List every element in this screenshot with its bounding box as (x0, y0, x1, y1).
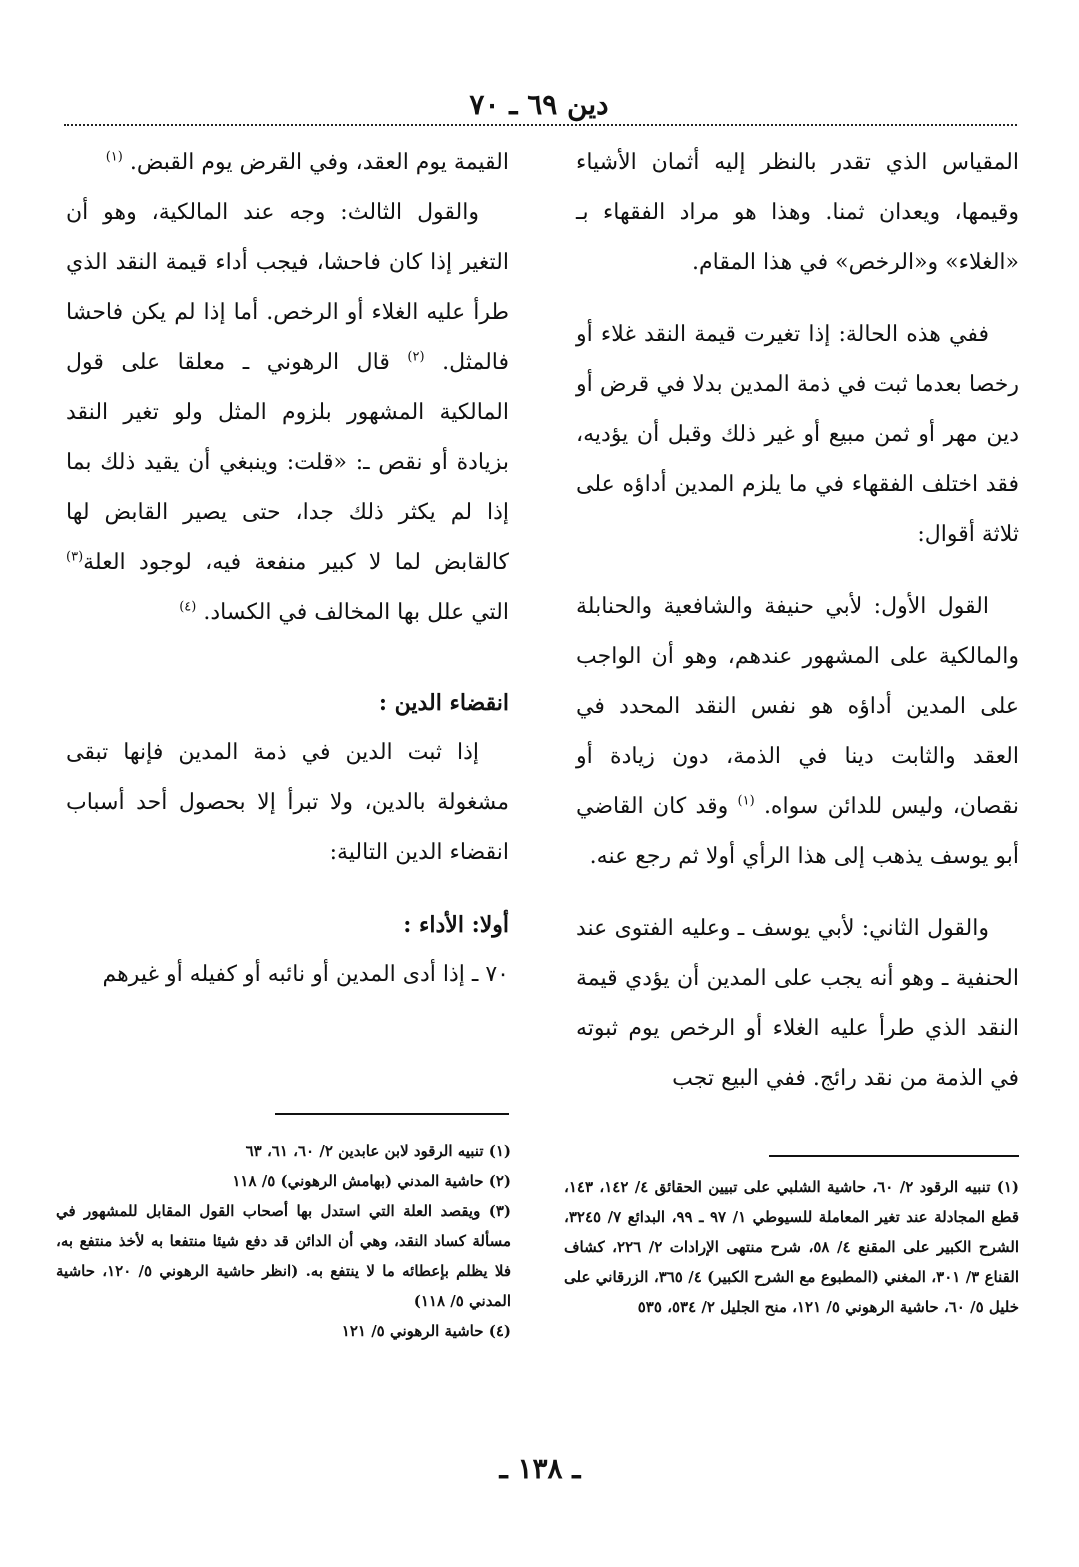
paragraph: ٧٠ ـ إذا أدى المدين أو نائبه أو كفيله أو غيرهم (102, 962, 509, 987)
footnote-reference: (٤) (179, 599, 197, 615)
paragraph: المقياس الذي تقدر بالنظر إليه أثمان الأشياء وقيمها، ويعدان ثمنا. وهذا هو مراد الفقهاء بـ «الغلاء» و«الرخص» في هذا المقام. (576, 150, 1019, 275)
footnote-reference: (١) (737, 793, 755, 809)
section-heading: انقضاء الدين : (378, 690, 509, 716)
paragraph-text: والقول الثالث: وجه عند المالكية، وهو أن التغير إذا كان فاحشا، فيجب أداء قيمة النقد الذي طرأ عليه الغلاء أو الرخص. أما إذا لم يكن فاحشا فالمثل. (66, 200, 510, 375)
paragraph-text: وقد كان القاضي أبو يوسف يذهب إلى هذا الرأي أولا ثم رجع عنه. (576, 794, 1019, 869)
footnote-reference: (٣) (66, 549, 84, 565)
paragraph-text: القول الأول: لأبي حنيفة والشافعية والحنابلة والمالكية على المشهور عندهم، وهو أن الواجب على المدين أداؤه هو نفس النقد المحدد في العقد والثابت دينا في الذمة، دون زيادة أو نقصان، وليس للدائن سواه. (576, 594, 1019, 819)
footnote: (٢) حاشية المدني (بهامش الرهوني) ٥/ ١١٨ (232, 1172, 511, 1190)
footnote-reference: (٢) (407, 349, 425, 365)
header-dotted-rule (64, 124, 1017, 126)
page-number: ـ ١٣٨ ـ (499, 1452, 581, 1485)
subsection-heading: أولا: الأداء : (403, 912, 509, 938)
paragraph-text: قال الرهوني ـ معلقا على قول المالكية المشهور بلزوم المثل ولو تغير النقد بزيادة أو نقص ـ: «قلت: وينبغي أن يقيد ذلك بما إذا لم يكثر ذلك جدا، حتى يصير القابض لها كالقابض لما لا كبير منفعة فيه، لوجود العلة (66, 350, 509, 575)
running-header: دين ٦٩ ـ ٧٠ (469, 88, 609, 121)
footnote-separator (275, 1113, 509, 1115)
right-column (576, 138, 1019, 1104)
footnotes-left (56, 1136, 511, 1346)
footnote: (١) تنبيه الرقود ٢/ ٦٠، حاشية الشلبي على تبيين الحقائق ٤/ ١٤٢، ١٤٣، قطع المجادلة عند تغير المعاملة للسيوطي ١/ ٩٧ ـ ٩٩، البدائع ٧/ ٣٢٤٥، الشرح الكبير على المقنع ٤/ ٥٨، شرح منتهى الإرادات ٢/ ٢٢٦، كشاف القناع ٣/ ٣٠١، المغني (المطبوع مع الشرح الكبير) ٤/ ٣٦٥، الزرقاني على خليل ٥/ ٦٠، حاشية الرهوني ٥/ ١٢١، منح الجليل ٢/ ٥٣٤، ٥٣٥ (564, 1178, 1020, 1316)
footnotes-right (564, 1172, 1019, 1322)
footnote: (٤) حاشية الرهوني ٥/ ١٢١ (341, 1322, 511, 1340)
footnote-reference: (١) (105, 149, 123, 165)
paragraph (576, 582, 1019, 882)
paragraph (66, 138, 509, 188)
paragraph: والقول الثاني: لأبي يوسف ـ وعليه الفتوى عند الحنفية ـ وهو أنه يجب على المدين أن يؤدي قيمة النقد الذي طرأ عليه الغلاء أو الرخص يوم ثبوته في الذمة من نقد رائج. ففي البيع تجب (576, 916, 1019, 1091)
footnote: (٣) ويقصد العلة التي استدل بها أصحاب القول المقابل للمشهور في مسألة كساد النقد، وهي أن الدائن قد دفع شيئا منتفعا به لأخذ منتفع به، فلا يظلم بإعطائه ما لا ينتفع به. (انظر حاشية الرهوني ٥/ ١٢٠، حاشية المدني ٥/ ١١٨) (56, 1202, 512, 1310)
left-column (66, 138, 509, 1000)
paragraph-text: التي علل بها المخالف في الكساد. (203, 600, 509, 625)
footnote-separator (769, 1155, 1019, 1157)
paragraph (66, 188, 509, 638)
paragraph-text: القيمة يوم العقد، وفي القرض يوم القبض. (129, 150, 509, 175)
paragraph: ففي هذه الحالة: إذا تغيرت قيمة النقد غلاء أو رخصا بعدما ثبت في ذمة المدين بدلا في قرض أو دين مهر أو ثمن مبيع أو غير ذلك وقبل أن يؤديه، فقد اختلف الفقهاء في ما يلزم المدين أداؤه على ثلاثة أقوال: (576, 322, 1019, 547)
footnote: (١) تنبيه الرقود لابن عابدين ٢/ ٦٠، ٦١، ٦٣ (245, 1142, 511, 1160)
paragraph: إذا ثبت الدين في ذمة المدين فإنها تبقى مشغولة بالدين، ولا تبرأ إلا بحصول أحد أسباب انقضاء الدين التالية: (66, 740, 509, 865)
